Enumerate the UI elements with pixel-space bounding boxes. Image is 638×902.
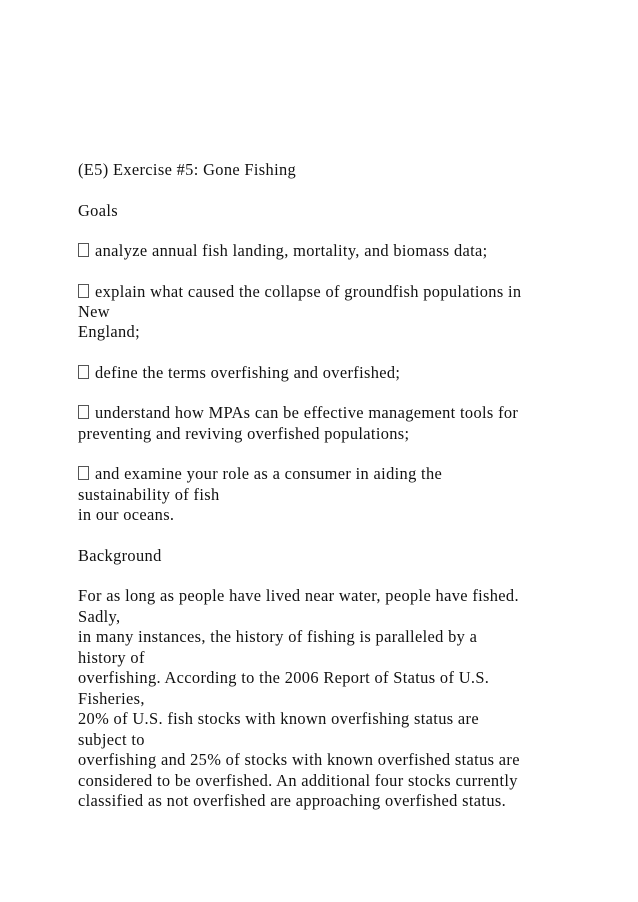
background-line: subject to [78, 730, 145, 749]
goal-text: analyze annual fish landing, mortality, and biomass data; [95, 241, 488, 260]
goal-item-3 [78, 363, 400, 383]
background-line: Sadly, [78, 607, 121, 626]
goals-heading: Goals [78, 201, 118, 220]
background-line: overfishing. According to the 2006 Report of Status of U.S. [78, 668, 490, 687]
goal-text-continued: preventing and reviving overfished populations; [78, 424, 410, 443]
goal-text-continued: sustainability of fish [78, 485, 220, 504]
checkbox-bullet-icon [78, 243, 89, 257]
goal-text-continued: New [78, 302, 110, 321]
goal-text-continued: in our oceans. [78, 505, 175, 524]
background-heading: Background [78, 546, 162, 565]
background-line: classified as not overfished are approaching overfished status. [78, 791, 507, 810]
checkbox-bullet-icon [78, 365, 89, 379]
goal-text: and examine your role as a consumer in aiding the [95, 464, 443, 483]
goal-text: understand how MPAs can be effective management tools for [95, 403, 519, 422]
background-line: considered to be overfished. An additional four stocks currently [78, 771, 518, 790]
background-line: overfishing and 25% of stocks with known overfished status are [78, 750, 520, 769]
document-title: (E5) Exercise #5: Gone Fishing [78, 160, 297, 179]
background-line: history of [78, 648, 145, 667]
background-line: in many instances, the history of fishing is paralleled by a [78, 627, 478, 646]
goal-text: define the terms overfishing and overfished; [95, 363, 401, 382]
background-line: Fisheries, [78, 689, 145, 708]
goal-item-2 [78, 282, 521, 302]
goal-item-4 [78, 403, 518, 423]
background-line: 20% of U.S. fish stocks with known overfishing status are [78, 709, 479, 728]
goal-text: explain what caused the collapse of groundfish populations in [95, 282, 522, 301]
checkbox-bullet-icon [78, 405, 89, 419]
checkbox-bullet-icon [78, 466, 89, 480]
background-line: For as long as people have lived near water, people have fished. [78, 586, 519, 605]
goal-item-1 [78, 241, 488, 261]
goal-text-continued: England; [78, 322, 140, 341]
checkbox-bullet-icon [78, 284, 89, 298]
goal-item-5 [78, 464, 442, 484]
